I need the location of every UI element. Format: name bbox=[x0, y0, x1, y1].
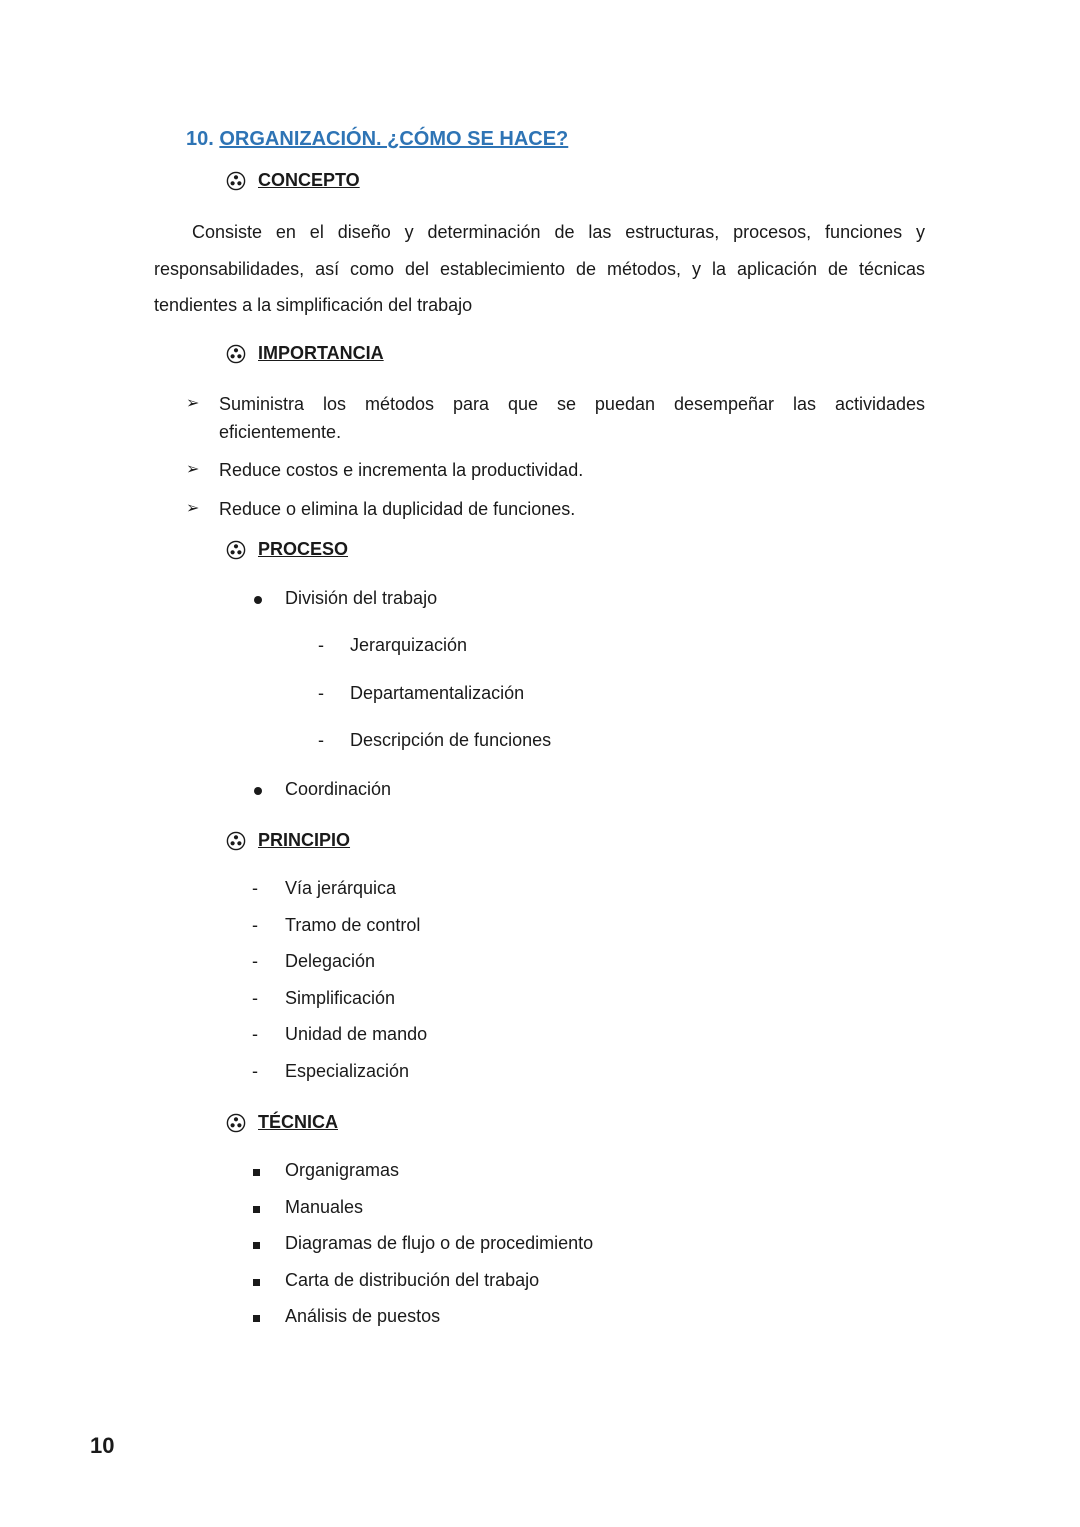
section-label: PROCESO bbox=[258, 539, 349, 559]
square-bullet-icon bbox=[253, 1242, 260, 1249]
trefoil-bullet-icon bbox=[226, 540, 246, 560]
section-importancia-heading bbox=[226, 343, 384, 364]
section-tecnica-heading bbox=[226, 1112, 338, 1133]
title-number: 10. bbox=[186, 128, 214, 150]
importancia-item-line: eficientemente. bbox=[219, 422, 342, 442]
proceso-item: División del trabajo bbox=[254, 588, 437, 609]
title-text: ORGANIZACIÓN. ¿CÓMO SE HACE? bbox=[219, 128, 569, 150]
tecnica-item: Manuales bbox=[253, 1197, 363, 1218]
dash-bullet: - bbox=[318, 683, 324, 703]
tecnica-item: Análisis de puestos bbox=[253, 1306, 440, 1327]
arrow-bullet-icon: ➢ bbox=[186, 500, 200, 517]
trefoil-bullet-icon bbox=[226, 344, 246, 364]
dot-bullet-icon bbox=[254, 596, 262, 604]
concepto-paragraph: Consiste en el diseño y determinación de las estructuras, procesos, funciones y responsabilidades, así como del establecimiento de métodos, y la aplicación de técnicas tendientes a la simplificación del trabajo bbox=[154, 222, 925, 315]
dash-bullet: - bbox=[252, 915, 258, 935]
square-bullet-icon bbox=[253, 1169, 260, 1176]
importancia-item: ➢ Reduce o elimina la duplicidad de funciones. bbox=[186, 495, 925, 523]
importancia-item bbox=[186, 390, 925, 446]
dash-bullet: - bbox=[252, 1024, 258, 1044]
page-title bbox=[186, 128, 568, 151]
dash-bullet: - bbox=[252, 988, 258, 1008]
page-number: 10 bbox=[90, 1433, 115, 1458]
section-label: PRINCIPIO bbox=[258, 830, 351, 850]
trefoil-bullet-icon bbox=[226, 171, 246, 191]
proceso-subitem: - Descripción de funciones bbox=[318, 730, 552, 750]
square-bullet-icon bbox=[253, 1315, 260, 1322]
dash-bullet: - bbox=[252, 951, 258, 971]
importancia-item-line: Suministra los métodos para que se puedan desempeñar las actividades bbox=[219, 394, 925, 414]
section-principio-heading bbox=[226, 830, 350, 851]
arrow-bullet-icon: ➢ bbox=[186, 461, 200, 478]
trefoil-bullet-icon bbox=[226, 831, 246, 851]
principio-item: - Simplificación bbox=[252, 988, 396, 1008]
principio-item: - Delegación bbox=[252, 951, 376, 971]
principio-item: - Vía jerárquica bbox=[252, 878, 397, 898]
proceso-subitem: - Departamentalización bbox=[318, 683, 525, 703]
section-concepto-heading bbox=[226, 170, 360, 191]
principio-item: - Unidad de mando bbox=[252, 1024, 428, 1044]
proceso-item: Coordinación bbox=[254, 779, 391, 800]
tecnica-item: Organigramas bbox=[253, 1160, 399, 1181]
dash-bullet: - bbox=[252, 1061, 258, 1081]
dash-bullet: - bbox=[318, 730, 324, 750]
proceso-subitem: - Jerarquización bbox=[318, 635, 468, 655]
square-bullet-icon bbox=[253, 1206, 260, 1213]
section-label: IMPORTANCIA bbox=[258, 343, 384, 363]
principio-item: - Tramo de control bbox=[252, 915, 421, 935]
trefoil-bullet-icon bbox=[226, 1113, 246, 1133]
section-label: TÉCNICA bbox=[258, 1112, 338, 1132]
tecnica-item: Carta de distribución del trabajo bbox=[253, 1270, 539, 1291]
importancia-item: ➢ Reduce costos e incrementa la productividad. bbox=[186, 456, 925, 484]
principio-item: - Especialización bbox=[252, 1061, 410, 1081]
tecnica-item: Diagramas de flujo o de procedimiento bbox=[253, 1233, 593, 1254]
dash-bullet: - bbox=[318, 635, 324, 655]
section-label: CONCEPTO bbox=[258, 170, 360, 190]
dot-bullet-icon bbox=[254, 787, 262, 795]
section-proceso-heading bbox=[226, 539, 348, 560]
arrow-bullet-icon: ➢ bbox=[186, 395, 200, 412]
square-bullet-icon bbox=[253, 1279, 260, 1286]
dash-bullet: - bbox=[252, 878, 258, 898]
